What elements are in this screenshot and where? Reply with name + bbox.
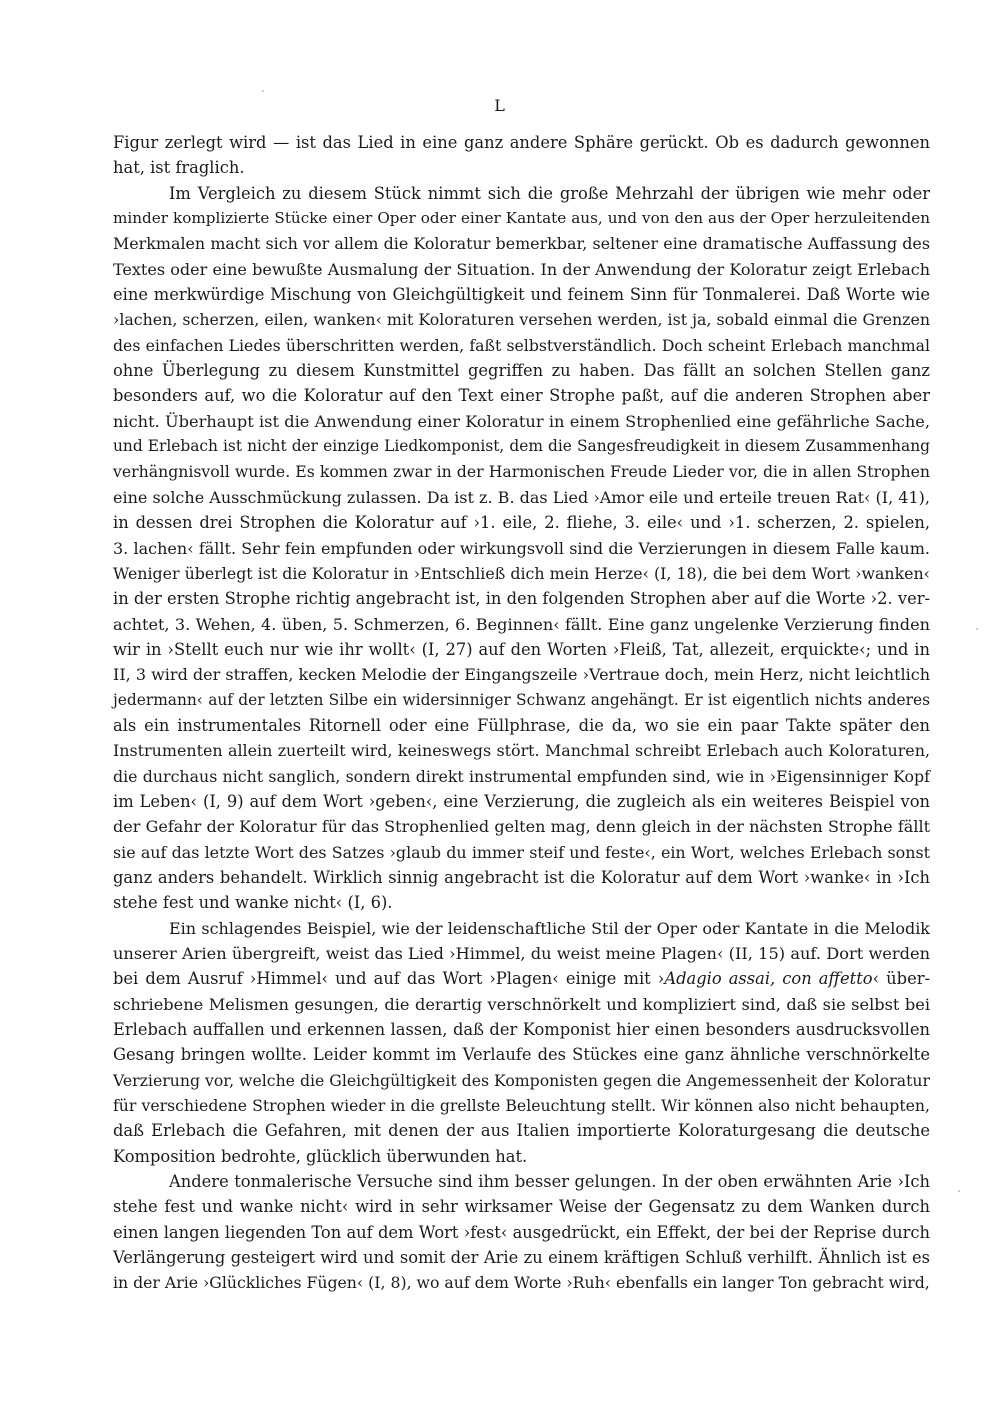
text-line: in der ersten Strophe richtig angebracht ist, in den folgenden Strophen aber auf die Worte ›2. ver- (113, 589, 930, 609)
text-line: ohne Überlegung zu diesem Kunstmittel gegriffen zu haben. Das fällt an solchen Stellen ganz (113, 361, 930, 381)
paragraph (113, 916, 930, 1169)
text-line: Verzierung vor, welche die Gleichgültigkeit des Komponisten gegen die Angemessenheit der Koloratur (113, 1070, 930, 1090)
text-line: Textes oder eine bewußte Ausmalung der Situation. In der Anwendung der Koloratur zeigt Erlebach (113, 259, 930, 279)
text-line: nicht. Überhaupt ist die Anwendung einer Koloratur in einem Strophenlied eine gefährliche Sache, (113, 411, 930, 431)
text-line: ganz anders behandelt. Wirklich sinnig angebracht ist die Koloratur auf dem Wort ›wanke‹ in ›Ich (113, 867, 930, 887)
text-line: Im Vergleich zu diesem Stück nimmt sich die große Mehrzahl der übrigen wie mehr oder (169, 183, 930, 203)
text-line: Andere tonmalerische Versuche sind ihm besser gelungen. In der oben erwähnten Arie ›Ich (169, 1172, 930, 1192)
text-line: eine solche Ausschmückung zulassen. Da ist z. B. das Lied ›Amor eile und erteile treuen Rat‹ (I, 41), (113, 487, 930, 507)
scan-speck (976, 628, 978, 630)
text-line: Weniger überlegt ist die Koloratur in ›Entschließ dich mein Herze‹ (I, 18), die bei dem Wort ›wanken‹ (113, 563, 930, 583)
text-line: ›lachen, scherzen, eilen, wanken‹ mit Koloraturen versehen werden, ist ja, sobald einmal die Grenzen (113, 310, 930, 330)
text-line: stehe fest und wanke nicht‹ wird in sehr wirksamer Weise der Gegensatz zu dem Wanken durch (113, 1197, 930, 1217)
text-line: unserer Arien übergreift, weist das Lied ›Himmel, du weist meine Plagen‹ (II, 15) auf. Dort werden (113, 944, 930, 963)
text-line: Ein schlagendes Beispiel, wie der leidenschaftliche Stil der Oper oder Kantate in die Melodik (169, 918, 930, 938)
scan-speck (958, 1190, 960, 1192)
text-line: einen langen liegenden Ton auf dem Wort ›fest‹ ausgedrückt, ein Effekt, der bei der Reprise durch (113, 1222, 930, 1242)
page-number: L (494, 96, 506, 115)
text-line: minder komplizierte Stücke einer Oper oder einer Kantate aus, und von den aus der Oper herzuleitenden (113, 209, 930, 228)
text-line: achtet, 3. Wehen, 4. üben, 5. Schmerzen, 6. Beginnen‹ fällt. Eine ganz ungelenke Verzierung finden (113, 614, 930, 634)
text-line: Gesang bringen wollte. Leider kommt im Verlaufe des Stückes eine ganz ähnliche verschnörkelte (113, 1045, 930, 1065)
text-line: schriebene Melismen gesungen, die derartig verschnörkelt und kompliziert sind, daß sie selbst bei (113, 994, 930, 1014)
text-line: Figur zerlegt wird — ist das Lied in eine ganz andere Sphäre gerückt. Ob es dadurch gewonnen (113, 133, 930, 152)
text-line: der Gefahr der Koloratur für das Strophenlied gelten mag, denn gleich in der nächsten Strophe fällt (113, 817, 930, 837)
paragraph (113, 130, 930, 181)
text-line: für verschiedene Strophen wieder in die grellste Beleuchtung stellt. Wir können also nicht behaupten, (113, 1096, 930, 1116)
paragraph (113, 1169, 930, 1296)
text-line: die durchaus nicht sanglich, sondern direkt instrumental empfunden sind, wie in ›Eigensinniger Kopf (113, 766, 930, 786)
text-line: Instrumenten allein zuerteilt wird, keineswegs stört. Manchmal schreibt Erlebach auch Koloraturen, (113, 741, 930, 761)
text-line: jedermann‹ auf der letzten Silbe ein widersinniger Schwanz angehängt. Er ist eigentlich nichts anderes (113, 690, 930, 709)
scan-speck (262, 90, 264, 92)
text-line: 3. lachen‹ fällt. Sehr fein empfunden oder wirkungsvoll sind die Verzierungen in diesem Falle kaum. (113, 538, 930, 558)
tempo-marking: Adagio assai, con affetto (664, 969, 873, 989)
text-line: als ein instrumentales Ritornell oder eine Füllphrase, die da, wo sie ein paar Takte später den (113, 715, 930, 735)
text-line: Merkmalen macht sich vor allem die Koloratur bemerkbar, seltener eine dramatische Auffassung des (113, 234, 930, 254)
text-line: Komposition bedrohte, glücklich überwunden hat. (113, 1146, 528, 1166)
text-line: sie auf das letzte Wort des Satzes ›glaub du immer steif und feste‹, ein Wort, welches Erlebach sonst (113, 842, 930, 862)
text-line: im Leben‹ (I, 9) auf dem Wort ›geben‹, eine Verzierung, die zugleich als ein weiteres Beispiel von (113, 791, 930, 811)
text-line: daß Erlebach die Gefahren, mit denen der aus Italien importierte Koloraturgesang die deutsche (113, 1121, 930, 1141)
paragraph (113, 181, 930, 916)
body-text (113, 130, 930, 1296)
text-line: Verlängerung gesteigert wird und somit der Arie zu einem kräftigen Schluß verhilft. Ähnlich ist es (113, 1248, 930, 1268)
text-line: in dessen drei Strophen die Koloratur auf ›1. eile, 2. fliehe, 3. eile‹ und ›1. scherzen, 2. spielen, (113, 513, 930, 533)
text-line: und Erlebach ist nicht der einzige Liedkomponist, dem die Sangesfreudigkeit in diesem Zusammenhang (113, 437, 930, 456)
text-line: Erlebach auffallen und erkennen lassen, daß der Komponist hier einen besonders ausdrucksvollen (113, 1020, 930, 1040)
text-line: eine merkwürdige Mischung von Gleichgültigkeit und feinem Sinn für Tonmalerei. Daß Worte wie (113, 285, 930, 305)
text-line: verhängnisvoll wurde. Es kommen zwar in der Harmonischen Freude Lieder vor, die in allen Strophen (113, 462, 930, 482)
text-line: wir in ›Stellt euch nur wie ihr wollt‹ (I, 27) auf den Worten ›Fleiß, Tat, allezeit, erquickte‹; und in (113, 639, 930, 659)
text-line: bei dem Ausruf ›Himmel‹ und auf das Wort ›Plagen‹ einige mit ›Adagio assai, con affetto‹ über- (113, 969, 930, 989)
text-line: hat, ist fraglich. (113, 158, 245, 178)
text-line: in der Arie ›Glückliches Fügen‹ (I, 8), wo auf dem Worte ›Ruh‹ ebenfalls ein langer Ton gebracht wird, (113, 1273, 930, 1293)
text-line: des einfachen Liedes überschritten werden, faßt selbstverständlich. Doch scheint Erlebach manchmal (113, 335, 930, 355)
text-line: besonders auf, wo die Koloratur auf den Text einer Strophe paßt, auf die anderen Strophen aber (113, 386, 930, 406)
text-line: II, 3 wird der straffen, kecken Melodie der Eingangszeile ›Vertraue doch, mein Herz, nicht leichtlich (113, 665, 930, 685)
text-line: stehe fest und wanke nicht‹ (I, 6). (113, 893, 393, 913)
